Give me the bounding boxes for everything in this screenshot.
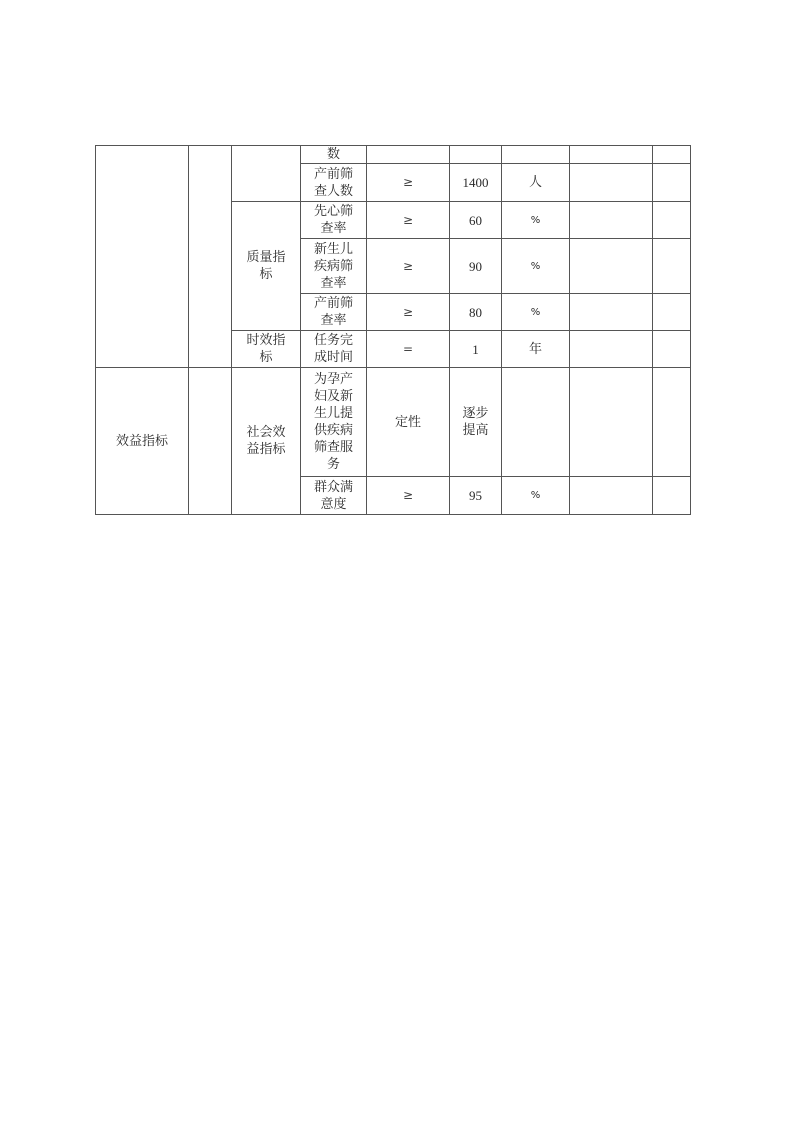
unit-cell: % (502, 202, 570, 239)
indicator-name: 任务完成时间 (301, 331, 367, 368)
target-value: 1 (450, 331, 502, 368)
blank-cell (653, 146, 691, 164)
blank-cell (653, 368, 691, 477)
blank-cell (570, 146, 653, 164)
target-value: 60 (450, 202, 502, 239)
table-row (96, 146, 691, 164)
indicator-name: 先心筛查率 (301, 202, 367, 239)
unit-cell: 人 (502, 164, 570, 202)
level1-cell-empty (96, 146, 189, 368)
target-value (450, 146, 502, 164)
group-quality: 质量指标 (232, 202, 301, 331)
operator-cell (367, 146, 450, 164)
unit-cell: 年 (502, 331, 570, 368)
operator-cell: ≥ (367, 202, 450, 239)
target-value: 80 (450, 294, 502, 331)
blank-cell (570, 331, 653, 368)
blank-cell (653, 164, 691, 202)
indicator-name: 新生儿疾病筛查率 (301, 239, 367, 294)
unit-cell: % (502, 477, 570, 515)
indicator-name: 产前筛查人数 (301, 164, 367, 202)
level2-cell-empty (189, 146, 232, 368)
blank-cell (570, 294, 653, 331)
blank-cell (570, 239, 653, 294)
target-value: 90 (450, 239, 502, 294)
unit-cell (502, 146, 570, 164)
blank-cell (653, 239, 691, 294)
operator-cell: ≥ (367, 477, 450, 515)
target-value: 95 (450, 477, 502, 515)
indicator-name: 为孕产妇及新生儿提供疾病筛查服务 (301, 368, 367, 477)
indicator-name: 群众满意度 (301, 477, 367, 515)
target-value: 逐步提高 (450, 368, 502, 477)
blank-cell (653, 294, 691, 331)
unit-cell: % (502, 239, 570, 294)
table-row (96, 368, 691, 477)
blank-cell (570, 477, 653, 515)
blank-cell (570, 368, 653, 477)
level2-cell-empty (189, 368, 232, 515)
group-timeliness: 时效指标 (232, 331, 301, 368)
group-benefit: 效益指标 (96, 368, 189, 515)
indicator-name: 数 (301, 146, 367, 164)
operator-cell: ≥ (367, 164, 450, 202)
operator-cell: = (367, 331, 450, 368)
operator-cell: 定性 (367, 368, 450, 477)
operator-cell: ≥ (367, 294, 450, 331)
level3-cell-empty (232, 146, 301, 202)
indicator-name: 产前筛查率 (301, 294, 367, 331)
blank-cell (653, 331, 691, 368)
blank-cell (570, 164, 653, 202)
performance-indicator-table (95, 145, 691, 515)
target-value: 1400 (450, 164, 502, 202)
group-social: 社会效益指标 (232, 368, 301, 515)
operator-cell: ≥ (367, 239, 450, 294)
unit-cell (502, 368, 570, 477)
blank-cell (653, 477, 691, 515)
blank-cell (570, 202, 653, 239)
blank-cell (653, 202, 691, 239)
unit-cell: % (502, 294, 570, 331)
